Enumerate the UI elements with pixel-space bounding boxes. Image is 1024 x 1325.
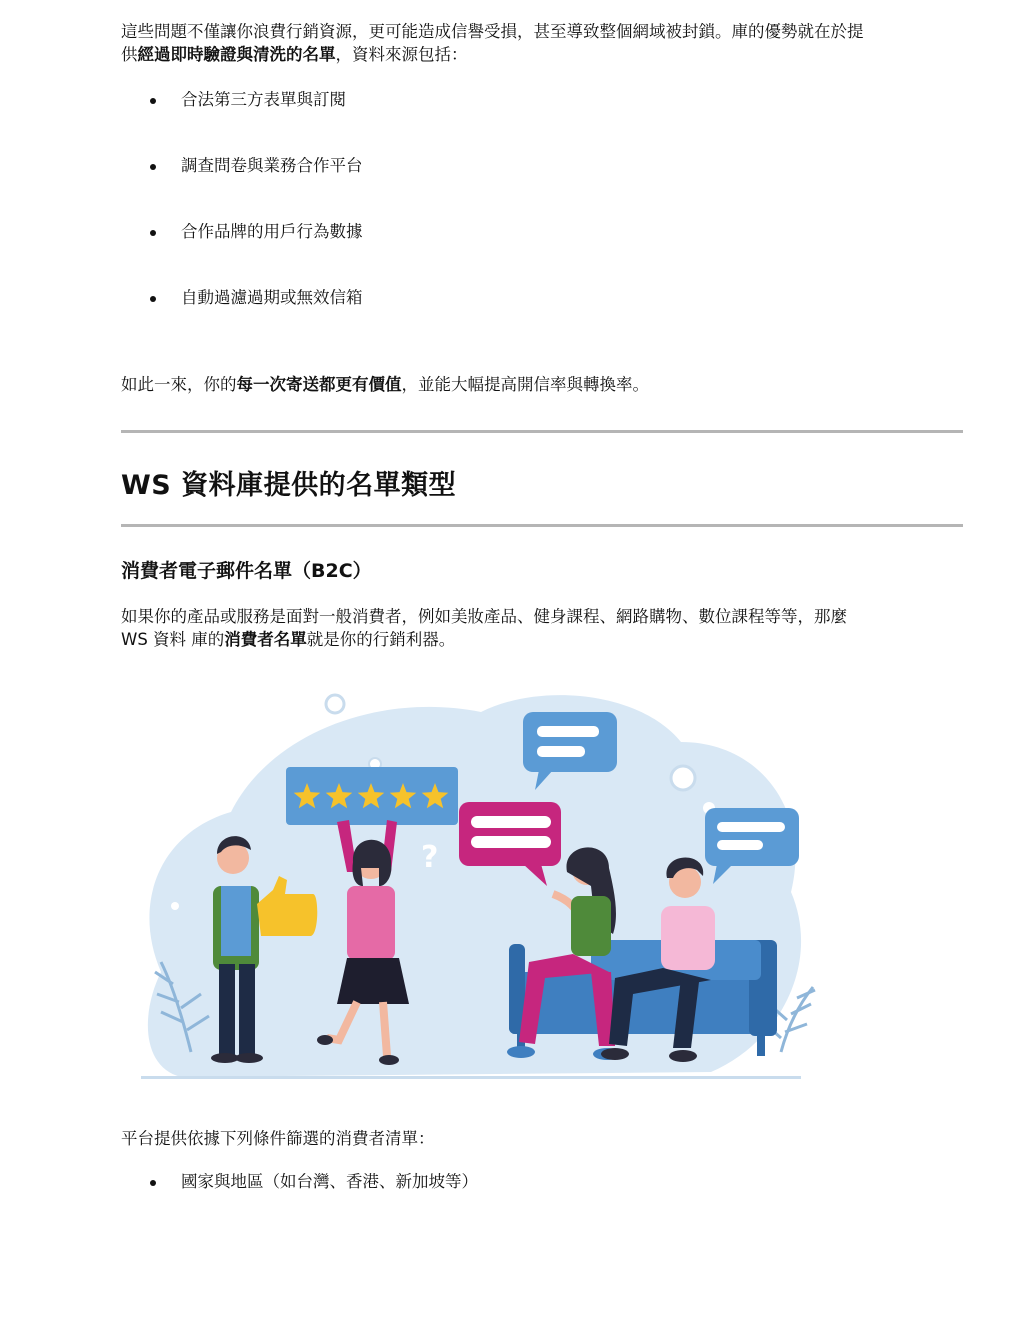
source-label: 調查問卷與業務合作平台 xyxy=(181,156,363,175)
decor-circle xyxy=(326,695,344,713)
section-title: WS 資料庫提供的名單類型 xyxy=(121,470,457,501)
intro-line1: 這些問題不僅讓你浪費行銷資源，更可能造成信譽受損，甚至導致整個網域被封鎖。庫的優勢就在於提 xyxy=(121,22,864,41)
source-label: 自動過濾過期或無效信箱 xyxy=(181,288,363,307)
decor-circle xyxy=(469,690,489,710)
source-list-item xyxy=(150,89,346,111)
divider xyxy=(121,430,963,433)
b2c-line2-suffix: 就是你的行銷利器。 xyxy=(306,630,456,649)
bullet-icon xyxy=(150,296,156,302)
intro-line2-bold: 經過即時驗證與清洗的名單 xyxy=(137,45,336,64)
b2c-paragraph xyxy=(121,605,961,651)
intro-line2-suffix: ，資料來源包括： xyxy=(335,45,468,64)
divider xyxy=(121,524,963,527)
consumer-feedback-illustration xyxy=(121,672,821,1092)
subsection-title: 消費者電子郵件名單（B2C） xyxy=(121,560,372,582)
summary-prefix: 如此一來，你的 xyxy=(121,375,237,394)
intro-paragraph xyxy=(121,20,961,66)
filter-label: 國家與地區（如台灣、香港、新加坡等） xyxy=(181,1172,478,1191)
b2c-line2-bold: 消費者名單 xyxy=(224,630,307,649)
filter-list-item xyxy=(150,1171,478,1193)
intro-line2-prefix: 供 xyxy=(121,45,138,64)
rating-board xyxy=(286,767,458,825)
decor-circle xyxy=(171,902,179,910)
decor-circle xyxy=(671,766,695,790)
filters-intro: 平台提供依據下列條件篩選的消費者清單： xyxy=(121,1129,435,1148)
bullet-icon xyxy=(150,98,156,104)
summary-bold: 每一次寄送都更有價值 xyxy=(236,375,402,394)
source-list-item xyxy=(150,155,363,177)
b2c-line2-prefix: WS 資料 庫的 xyxy=(121,630,225,649)
summary-suffix: ，並能大幅提高開信率與轉換率。 xyxy=(401,375,649,394)
source-label: 合作品牌的用戶行為數據 xyxy=(181,222,363,241)
source-list-item xyxy=(150,287,363,309)
question-mark-icon: ? xyxy=(421,840,439,875)
b2c-line1: 如果你的產品或服務是面對一般消費者，例如美妝產品、健身課程、網路購物、數位課程等等，那麼 xyxy=(121,607,847,626)
summary-paragraph xyxy=(121,373,961,396)
bullet-icon xyxy=(150,1180,156,1186)
source-list-item xyxy=(150,221,363,243)
ground-line xyxy=(141,1076,801,1079)
bullet-icon xyxy=(150,164,156,170)
bullet-icon xyxy=(150,230,156,236)
source-label: 合法第三方表單與訂閱 xyxy=(181,90,346,109)
